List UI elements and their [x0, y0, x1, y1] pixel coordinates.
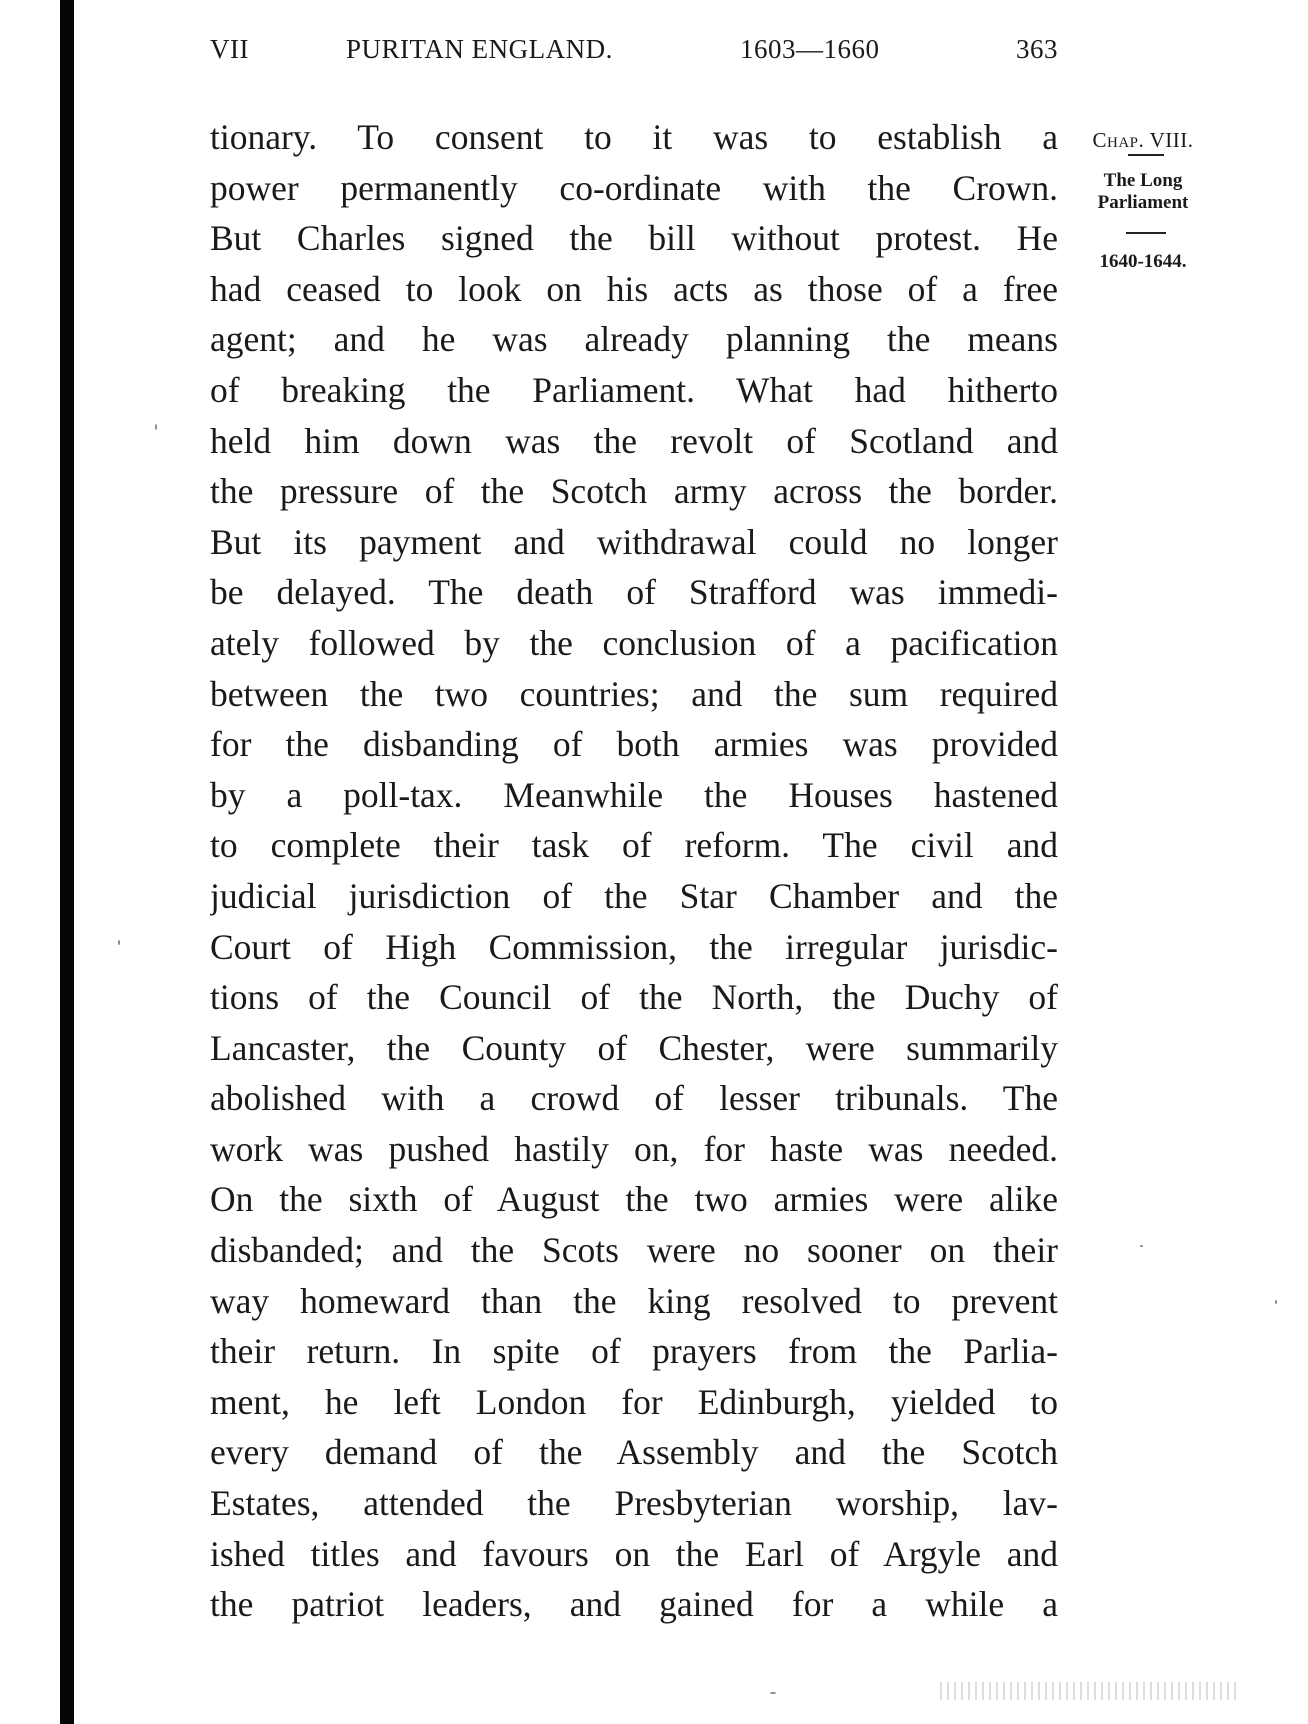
body-line: between the two countries; and the sum required: [210, 673, 1058, 714]
scan-speck: [770, 1692, 776, 1694]
body-line: the pressure of the Scotch army across the border.: [210, 471, 1058, 512]
scan-speck: [1140, 1245, 1143, 1247]
body-line: ment, he left London for Edinburgh, yielded to: [210, 1381, 1058, 1422]
margin-note-dates: 1640-1644.: [1099, 251, 1187, 272]
scan-speck: [155, 424, 157, 430]
scan-noise: [940, 1682, 1240, 1700]
body-line: Court of High Commission, the irregular jurisdic-: [210, 926, 1058, 967]
body-line: disbanded; and the Scots were no sooner on their: [210, 1230, 1058, 1271]
body-line: held him down was the revolt of Scotland and: [210, 420, 1058, 461]
body-line: of breaking the Parliament. What had hitherto: [210, 369, 1058, 410]
body-line: power permanently co-ordinate with the Crown.: [210, 167, 1058, 208]
body-line: to complete their task of reform. The civil and: [210, 825, 1058, 866]
body-line: Estates, attended the Presbyterian worship, lav-: [210, 1483, 1058, 1524]
running-head-chapter: VII: [210, 34, 249, 64]
scan-edge-shadow: [60, 0, 74, 1724]
scan-speck: [1275, 1300, 1277, 1304]
body-line: ished titles and favours on the Earl of Argyle and: [210, 1533, 1058, 1574]
body-line: way homeward than the king resolved to prevent: [210, 1280, 1058, 1321]
margin-note-chapter: Chap. VIII.: [1092, 128, 1194, 152]
margin-note-section: [1068, 170, 1218, 214]
body-line: judicial jurisdiction of the Star Chamber and the: [210, 875, 1058, 916]
body-line: ately followed by the conclusion of a pacification: [210, 622, 1058, 663]
body-line: abolished with a crowd of lesser tribunals. The: [210, 1078, 1058, 1119]
body-line: their return. In spite of prayers from the Parlia-: [210, 1331, 1058, 1372]
body-text: [210, 112, 1058, 1630]
body-line: agent; and he was already planning the means: [210, 319, 1058, 360]
margin-note-section-line2: Parliament: [1097, 192, 1189, 213]
body-line: tionary. To consent to it was to establish a: [210, 117, 1058, 157]
margin-note-rule-bottom: [1126, 232, 1166, 234]
body-line: had ceased to look on his acts as those of a free: [210, 268, 1058, 309]
body-line: But its payment and withdrawal could no longer: [210, 521, 1058, 562]
body-line: work was pushed hastily on, for haste was needed.: [210, 1128, 1058, 1169]
body-line: On the sixth of August the two armies were alike: [210, 1179, 1058, 1220]
running-head: [210, 34, 1058, 80]
body-line: But Charles signed the bill without protest. He: [210, 218, 1058, 259]
margin-note-rule-top: [1128, 154, 1164, 156]
scan-speck: [118, 940, 120, 945]
margin-note-section-line1: The Long: [1103, 170, 1183, 191]
body-line: be delayed. The death of Strafford was immedi-: [210, 572, 1058, 613]
body-line: by a poll-tax. Meanwhile the Houses hastened: [210, 774, 1058, 815]
running-head-title: PURITAN ENGLAND.: [346, 34, 613, 64]
body-line: Lancaster, the County of Chester, were summarily: [210, 1027, 1058, 1068]
body-line: for the disbanding of both armies was provided: [210, 724, 1058, 765]
running-head-years: 1603—1660: [740, 34, 880, 64]
body-line: the patriot leaders, and gained for a while a: [210, 1584, 1058, 1625]
body-line: tions of the Council of the North, the Duchy of: [210, 977, 1058, 1018]
page-number: 363: [1016, 34, 1058, 64]
body-line: every demand of the Assembly and the Scotch: [210, 1432, 1058, 1473]
